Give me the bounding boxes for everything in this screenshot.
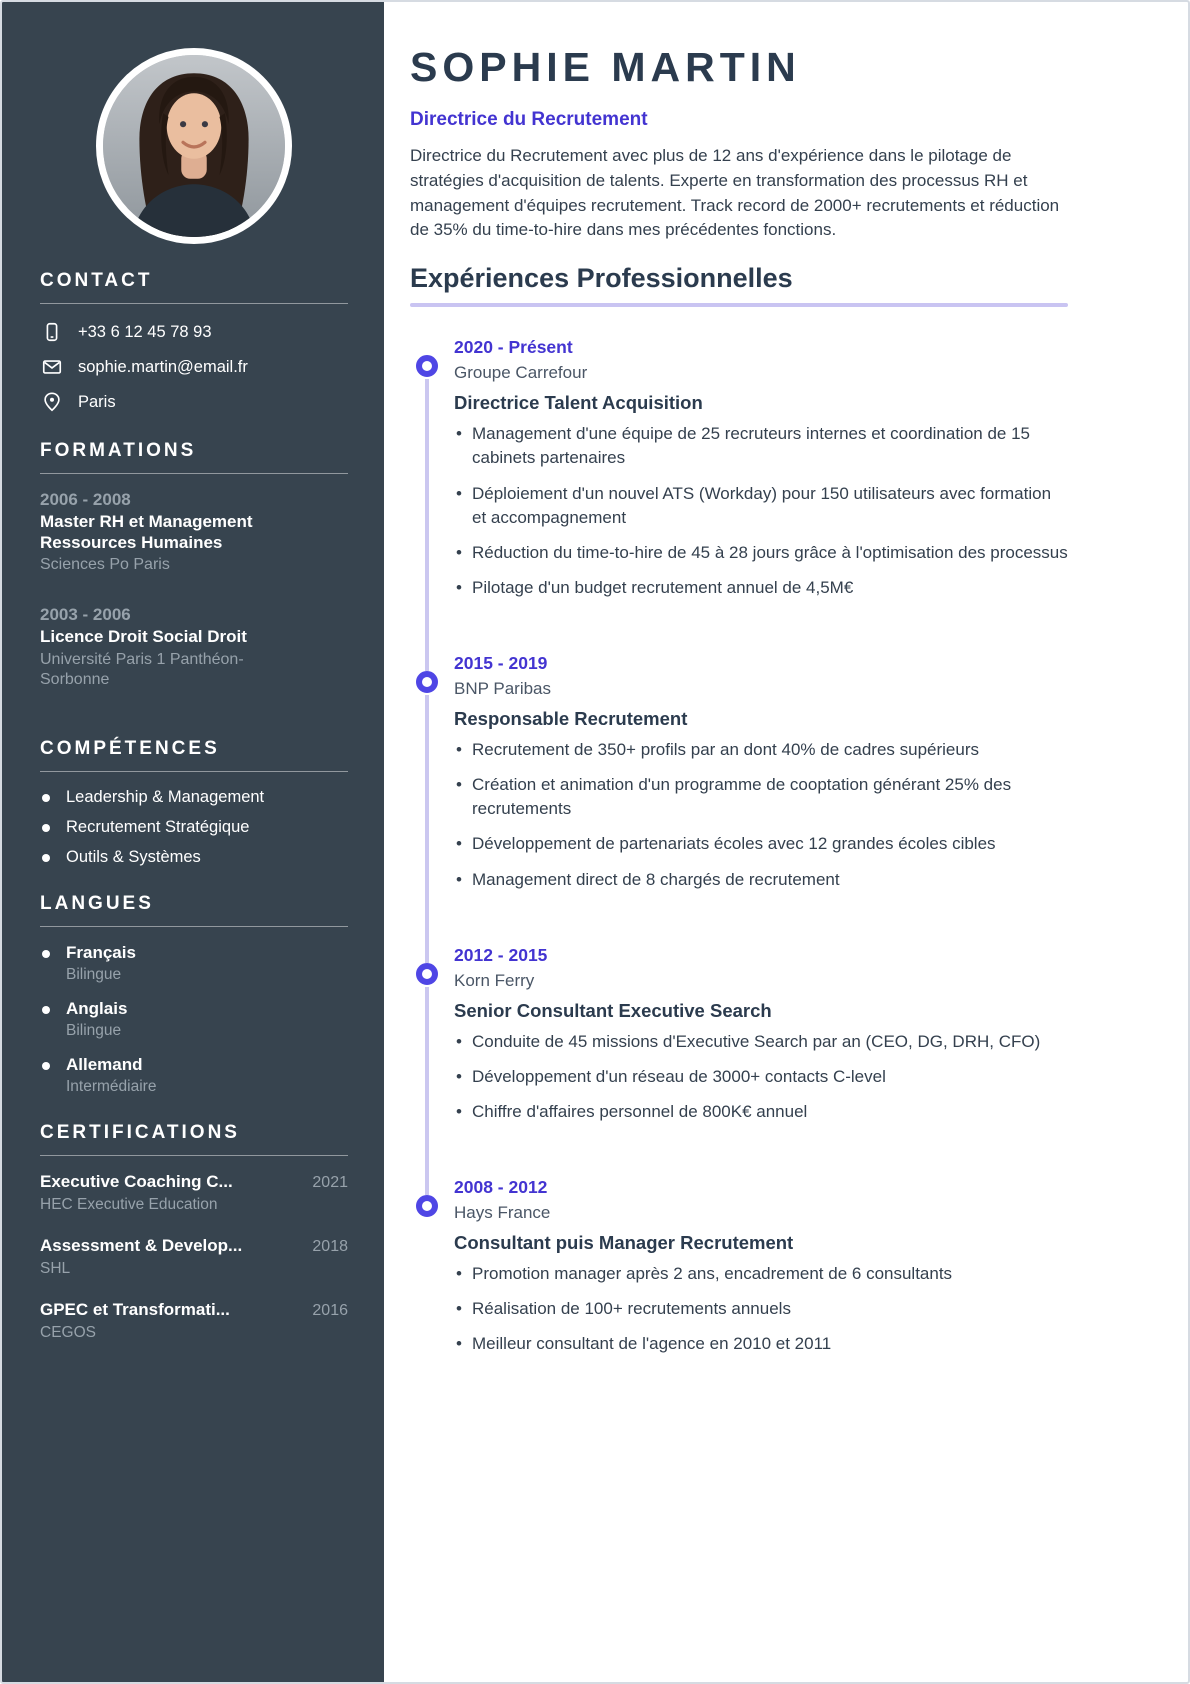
certification-name: Executive Coaching C... [40,1172,233,1192]
langues-divider [40,926,348,927]
experience-bullet: • Développement de partenariats écoles avec 12 grandes écoles cibles [454,832,1068,856]
certification-name: GPEC et Transformati... [40,1300,230,1320]
certifications-divider [40,1155,348,1156]
experience-bullet: • Management direct de 8 chargés de recrutement [454,868,1068,892]
profile-photo-wrap [40,48,348,244]
location-icon [40,390,64,414]
certification-year: 2018 [312,1238,348,1256]
education-title: Licence Droit Social Droit [40,627,247,647]
experience-bullets [454,1262,1068,1356]
contact-divider [40,303,348,304]
contact-heading: CONTACT [40,270,153,291]
contact-phone-row [40,320,348,344]
competences-heading: COMPÉTENCES [40,738,220,760]
formations-heading: FORMATIONS [40,440,197,461]
person-name: SOPHIE MARTIN [410,44,801,90]
email-icon [40,355,64,379]
certification-row [40,1236,348,1256]
experience-role: Consultant puis Manager Recrutement [454,1232,794,1253]
sidebar [2,2,384,1682]
experience-period: 2020 - Présent [454,337,573,358]
experience-company: Groupe Carrefour [454,363,588,383]
education-period: 2003 - 2006 [40,605,131,625]
language-name: Français [66,943,136,963]
certification-name: Assessment & Develop... [40,1236,243,1256]
experience-bullet: • Création et animation d'un programme de cooptation générant 25% des recrutements [454,773,1068,821]
experience-period: 2008 - 2012 [454,1177,548,1197]
certifications-heading: CERTIFICATIONS [40,1122,240,1144]
location-text: Paris [78,392,116,411]
person-job-title: Directrice du Recrutement [410,109,648,130]
email-address: sophie.martin@email.fr [78,357,248,376]
certification-item [40,1172,348,1214]
education-title: Master RH et Management Ressources Humaines [40,512,253,552]
certification-row [40,1172,348,1192]
experience-bullet: • Déploiement d'un nouvel ATS (Workday) pour 150 utilisateurs avec formation et accompagnement [454,482,1068,530]
certification-org: HEC Executive Education [40,1196,218,1214]
education-item [40,605,348,690]
certification-item [40,1236,348,1278]
formations-section [40,440,348,690]
contact-email-row [40,355,348,379]
competence-item: Outils & Systèmes [40,848,348,867]
experience-bullets [454,738,1068,892]
certification-row [40,1300,348,1320]
langues-heading: LANGUES [40,893,154,915]
formations-divider [40,473,348,474]
experience-period: 2012 - 2015 [454,944,548,965]
education-school: Université Paris 1 Panthéon-Sorbonne [40,651,244,689]
education-period: 2006 - 2008 [40,490,131,509]
certification-year: 2016 [312,1302,348,1320]
experience-bullet: • Meilleur consultant de l'agence en 2010 et 2011 [454,1332,1068,1356]
certification-org: CEGOS [40,1324,96,1342]
experience-item [454,1177,1068,1356]
contact-location-row [40,390,348,414]
language-level: Intermédiaire [66,1078,157,1096]
experience-bullet: • Recrutement de 350+ profils par an dont 40% de cadres supérieurs [454,738,1068,762]
experience-bullet: • Promotion manager après 2 ans, encadrement de 6 consultants [454,1262,1068,1286]
profile-summary: Directrice du Recrutement avec plus de 12 ans d'expérience dans le pilotage de stratégies d'acquisition de talents. Experte en transformation des processus RH et management d'équipes recrutement. Track record de 2000+ recrutements et réduction de 35% du time-to-hire dans mes précédentes fonctions. [410,146,1060,240]
experience-bullet: • Développement d'un réseau de 3000+ contacts C-level [454,1065,1068,1089]
competences-divider [40,771,348,772]
experience-item [454,945,1068,1177]
competences-section [40,738,348,867]
phone-icon [40,320,64,344]
competence-item: Leadership & Management [40,788,348,807]
language-item [40,999,348,1040]
experience-company: Korn Ferry [454,970,535,990]
education-item [40,490,348,575]
experience-role: Responsable Recrutement [454,708,688,729]
experience-bullet: • Chiffre d'affaires personnel de 800K€ annuel [454,1100,1068,1124]
certification-year: 2021 [312,1174,348,1192]
certification-org: SHL [40,1260,71,1278]
competences-list [40,788,348,867]
certifications-section [40,1122,348,1342]
experience-item [454,653,1068,945]
experience-bullet: • Conduite de 45 missions d'Executive Search par an (CEO, DG, DRH, CFO) [454,1030,1068,1054]
experience-company: Hays France [454,1203,551,1222]
contact-section [40,270,348,414]
language-level: Bilingue [66,1022,122,1040]
experience-bullet: • Pilotage d'un budget recrutement annuel de 4,5M€ [454,576,1068,600]
phone-number: +33 6 12 45 78 93 [78,322,212,341]
langues-section [40,893,348,1096]
competence-item: Recrutement Stratégique [40,818,348,837]
language-name: Anglais [66,999,128,1019]
experience-role: Senior Consultant Executive Search [454,999,772,1021]
experiences-heading-rule [410,303,1068,307]
experience-bullet: • Réduction du time-to-hire de 45 à 28 jours grâce à l'optimisation des processus [454,541,1068,565]
main-content [384,2,1188,1682]
experience-bullet: • Management d'une équipe de 25 recruteurs internes et coordination de 15 cabinets partenaires [454,422,1068,470]
certification-item [40,1300,348,1342]
education-school: Sciences Po Paris [40,556,170,574]
language-item [40,943,348,984]
experiences-heading: Expériences Professionnelles [410,263,793,294]
experience-company: BNP Paribas [454,679,552,698]
experience-item [454,337,1068,653]
language-name: Allemand [66,1055,143,1075]
experience-bullet: • Réalisation de 100+ recrutements annuels [454,1297,1068,1321]
portrait-illustration [103,55,285,237]
experience-bullets [454,1030,1068,1124]
experience-role: Directrice Talent Acquisition [454,392,703,414]
language-item [40,1055,348,1096]
language-level: Bilingue [66,966,122,984]
experience-timeline [454,337,1068,1356]
experience-bullets [454,422,1068,600]
experience-period: 2015 - 2019 [454,653,548,673]
profile-photo [96,48,292,244]
